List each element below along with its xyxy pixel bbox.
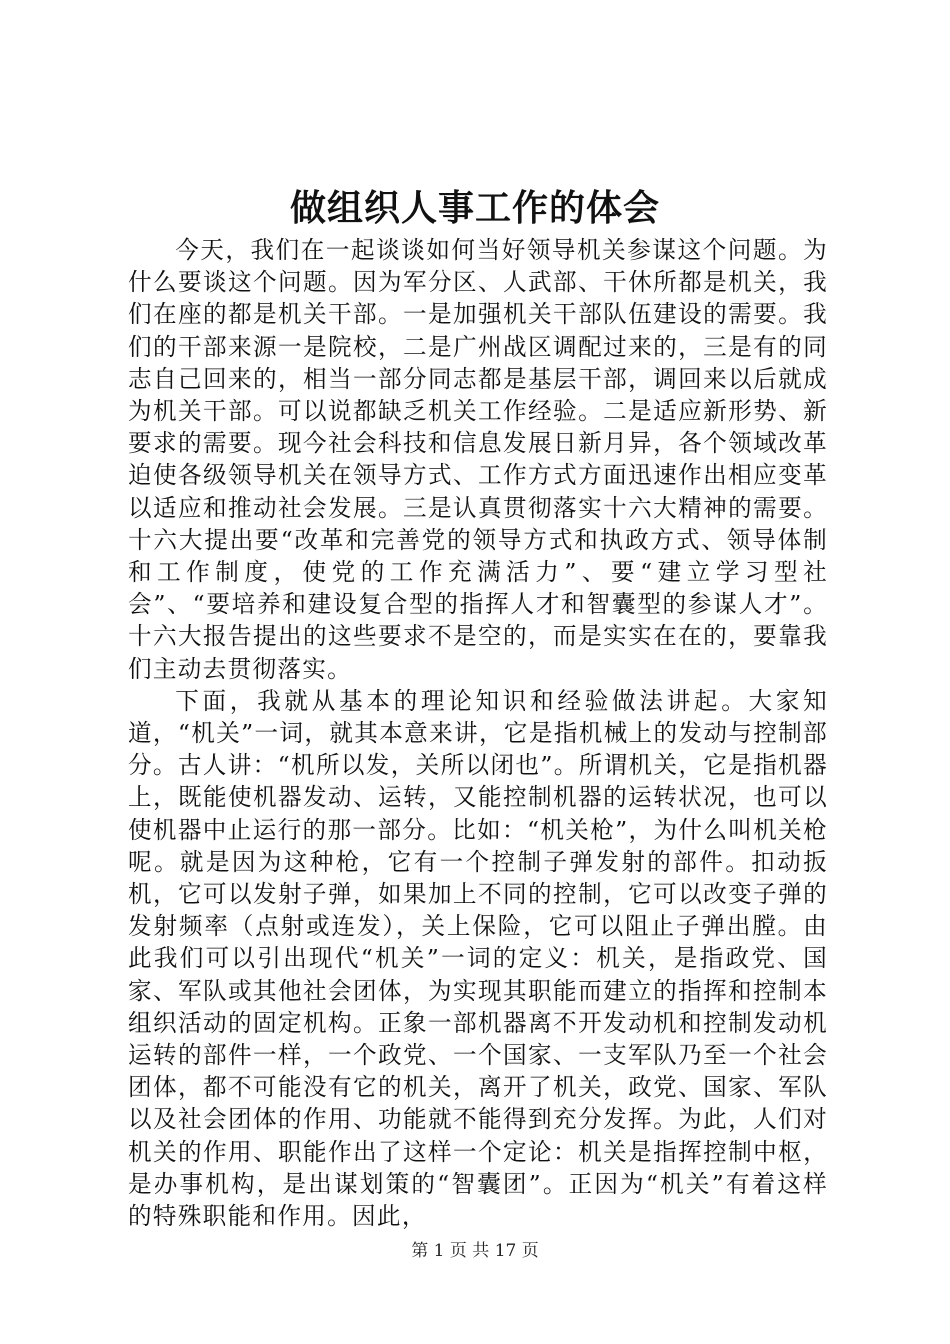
document-title: 做组织人事工作的体会 (289, 187, 660, 229)
paragraph-2: 下面，我就从基本的理论知识和经验做法讲起。大家知道，“机关”一词，就其本意来讲，它是指机械上的发动与控制部分。古人讲：“机所以发，关所以闭也”。所谓机关，它是指机器上，既能使机器发动、运转，又能控制机器的运转状况，也可以使机器中止运行的那一部分。比如：“机关枪”，为什么叫机关枪呢。就是因为这种枪，它有一个控制子弹发射的部件。扣动扳机，它可以发射子弹，如果加上不同的控制，它可以改变子弹的发射频率（点射或连发），关上保险，它可以阻止子弹出膛。由此我们可以引出现代“机关”一词的定义：机关，是指政党、国家、军队或其他社会团体，为实现其职能而建立的指挥和控制本组织活动的固定机构。正象一部机器离不开发动机和控制发动机运转的部件一样，一个政党、一个国家、一支军队乃至一个社会团体，都不可能没有它的机关，离开了机关，政党、国家、军队以及社会团体的作用、功能就不能得到充分发挥。为此，人们对机关的作用、职能作出了这样一个定论：机关是指挥控制中枢，是办事机构，是出谋划策的“智囊团”。正因为“机关”有着这样的特殊职能和作用。因此， (128, 686, 828, 1231)
page-number-footer: 第 1 页 共 17 页 (411, 1241, 539, 1261)
paragraph-1: 今天，我们在一起谈谈如何当好领导机关参谋这个问题。为什么要谈这个问题。因为军分区、人武部、干休所都是机关，我们在座的都是机关干部。一是加强机关干部队伍建设的需要。我们的干部来源一是院校，二是广州战区调配过来的，三是有的同志自己回来的，相当一部分同志都是基层干部，调回来以后就成为机关干部。可以说都缺乏机关工作经验。二是适应新形势、新要求的需要。现今社会科技和信息发展日新月异，各个领域改革迫使各级领导机关在领导方式、工作方式方面迅速作出相应变革以适应和推动社会发展。三是认真贯彻落实十六大精神的需要。十六大提出要“改革和完善党的领导方式和执政方式、领导体制和工作制度，使党的工作充满活力”、要“建立学习型社会”、“要培养和建设复合型的指挥人才和智囊型的参谋人才”。十六大报告提出的这些要求不是空的，而是实实在在的，要靠我们主动去贯彻落实。 (128, 236, 828, 683)
document-body (128, 234, 828, 1232)
